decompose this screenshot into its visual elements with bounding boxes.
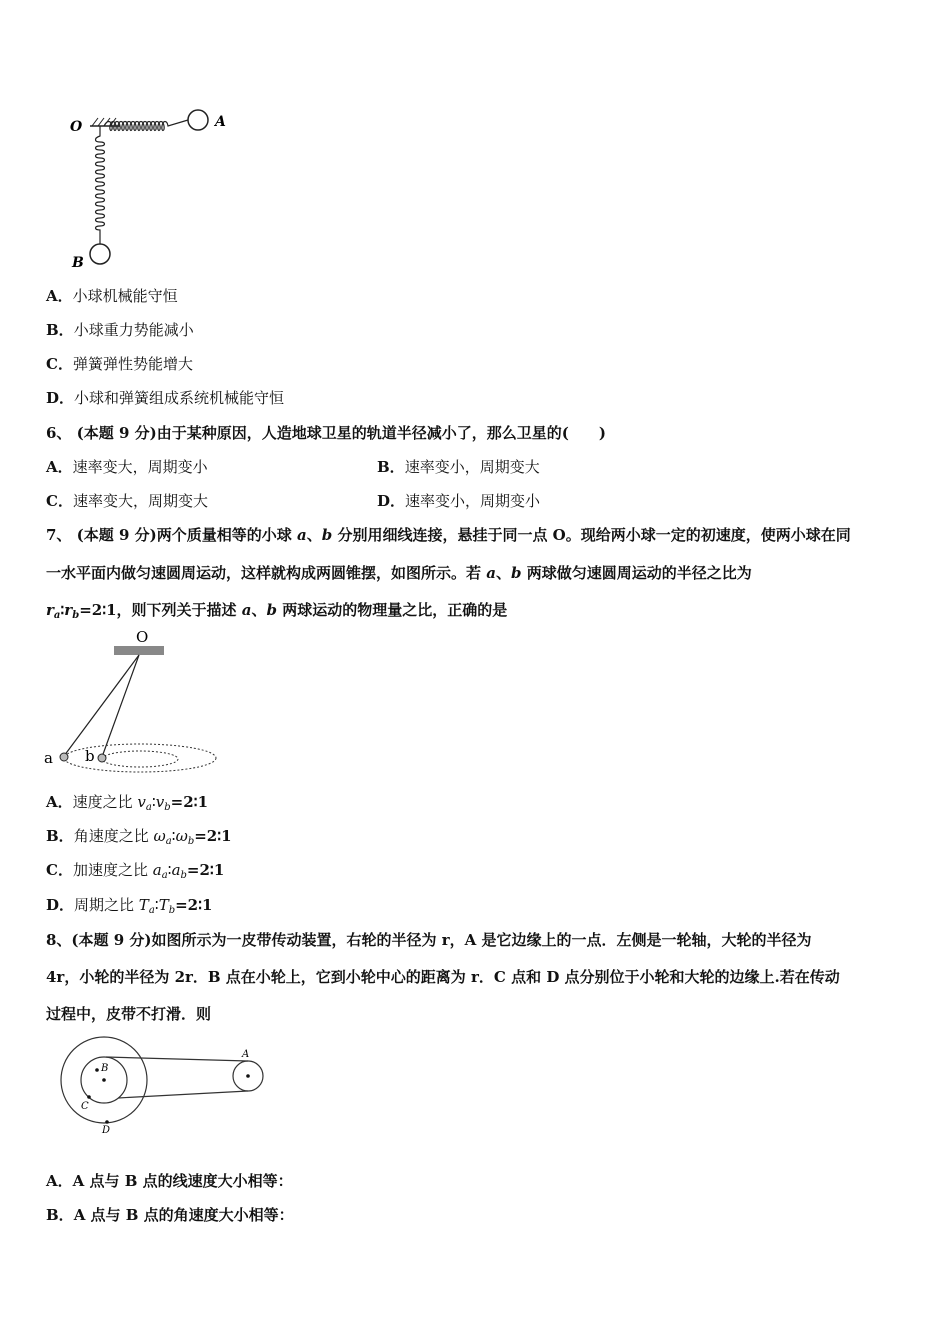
ball-b-small xyxy=(98,754,106,762)
orbit-small xyxy=(102,751,178,767)
q7-option-b: B．角速度之比 $\omega_a∶\omega_b=2∶1$ xyxy=(46,827,232,847)
q7-stem-line-1: 7、 (本题 9 分)两个质量相等的小球 a、b 分别用细线连接，悬挂于同一点 O。现给两小球一定的初速度，使两小球在同 xyxy=(46,526,851,544)
fig8-label-b: B xyxy=(101,1063,109,1074)
q8-stem-line-2: 4r，小轮的半径为 2r．B 点在小轮上，它到小轮中心的距离为 r．C 点和 D 点分别位于小轮和大轮的边缘上.若在传动 xyxy=(46,968,840,986)
string-b xyxy=(102,655,139,757)
q8-stem-line-3: 过程中，皮带不打滑．则 xyxy=(46,1005,212,1023)
belt-drive-figure xyxy=(52,1030,277,1145)
fig8-label-c: C xyxy=(81,1101,89,1112)
q7-option-a: A．速度之比 $v_a∶v_b=2∶1$ xyxy=(46,793,209,813)
q5-option-a: A．小球机械能守恒 xyxy=(46,287,178,305)
fig8-label-a: A xyxy=(242,1049,250,1060)
fig7-label-a: a xyxy=(44,749,53,767)
point-d xyxy=(105,1120,109,1124)
point-b xyxy=(95,1068,99,1072)
q8-option-a: A．A 点与 B 点的线速度大小相等： xyxy=(46,1172,293,1190)
q6-option-b: B．速率变小，周期变大 xyxy=(377,458,540,476)
ball-a xyxy=(188,110,208,130)
fig8-label-d: D xyxy=(102,1125,111,1136)
q8-stem-line-1: 8、(本题 9 分)如图所示为一皮带传动装置，右轮的半径为 r，A 是它边缘上的一点．左侧是一轮轴，大轮的半径为 xyxy=(46,931,812,949)
fig-label-a: A xyxy=(215,114,226,130)
spring-figure xyxy=(62,100,242,275)
q5-option-c: C．弹簧弹性势能增大 xyxy=(46,355,193,373)
fig7-label-o: O xyxy=(136,628,149,646)
q5-option-b: B．小球重力势能减小 xyxy=(46,321,194,339)
q7-stem-line-3: $r_a∶r_b=2∶1$，则下列关于描述 a、b 两球运动的物理量之比，正确的是 xyxy=(46,601,508,621)
vertical-spring xyxy=(96,126,105,244)
conical-pendulum-figure xyxy=(40,626,230,776)
q7-stem-line-2: 一水平面内做匀速圆周运动，这样就构成两圆锥摆，如图所示。若 a、b 两球做匀速圆周运动的半径之比为 xyxy=(46,564,752,582)
string-a xyxy=(64,655,139,756)
q5-option-d: D．小球和弹簧组成系统机械能守恒 xyxy=(46,389,285,407)
point-c xyxy=(87,1095,91,1099)
q7-option-d: D．周期之比 $T_a∶T_b=2∶1$ xyxy=(46,896,213,916)
q6-option-c: C．速率变大，周期变大 xyxy=(46,492,208,510)
q6-stem: 6、 (本题 9 分)由于某种原因，人造地球卫星的轨道半径减小了，那么卫星的( ) xyxy=(46,424,606,442)
wheel-center xyxy=(102,1078,106,1082)
q6-option-a: A．速率变大，周期变小 xyxy=(46,458,208,476)
belt-bottom xyxy=(118,1091,248,1098)
fig7-label-b: b xyxy=(85,747,95,765)
ball-a-small xyxy=(60,753,68,761)
fig-label-o: O xyxy=(70,119,83,135)
q8-option-b: B．A 点与 B 点的角速度大小相等： xyxy=(46,1206,294,1224)
belt-top xyxy=(106,1057,248,1061)
q7-option-c: C．加速度之比 $a_a∶a_b=2∶1$ xyxy=(46,861,225,881)
support-bar xyxy=(114,646,164,655)
q6-option-d: D．速率变小，周期变小 xyxy=(377,492,541,510)
ball-b xyxy=(90,244,110,264)
point-a-center xyxy=(246,1074,250,1078)
fig-label-b: B xyxy=(72,255,84,271)
